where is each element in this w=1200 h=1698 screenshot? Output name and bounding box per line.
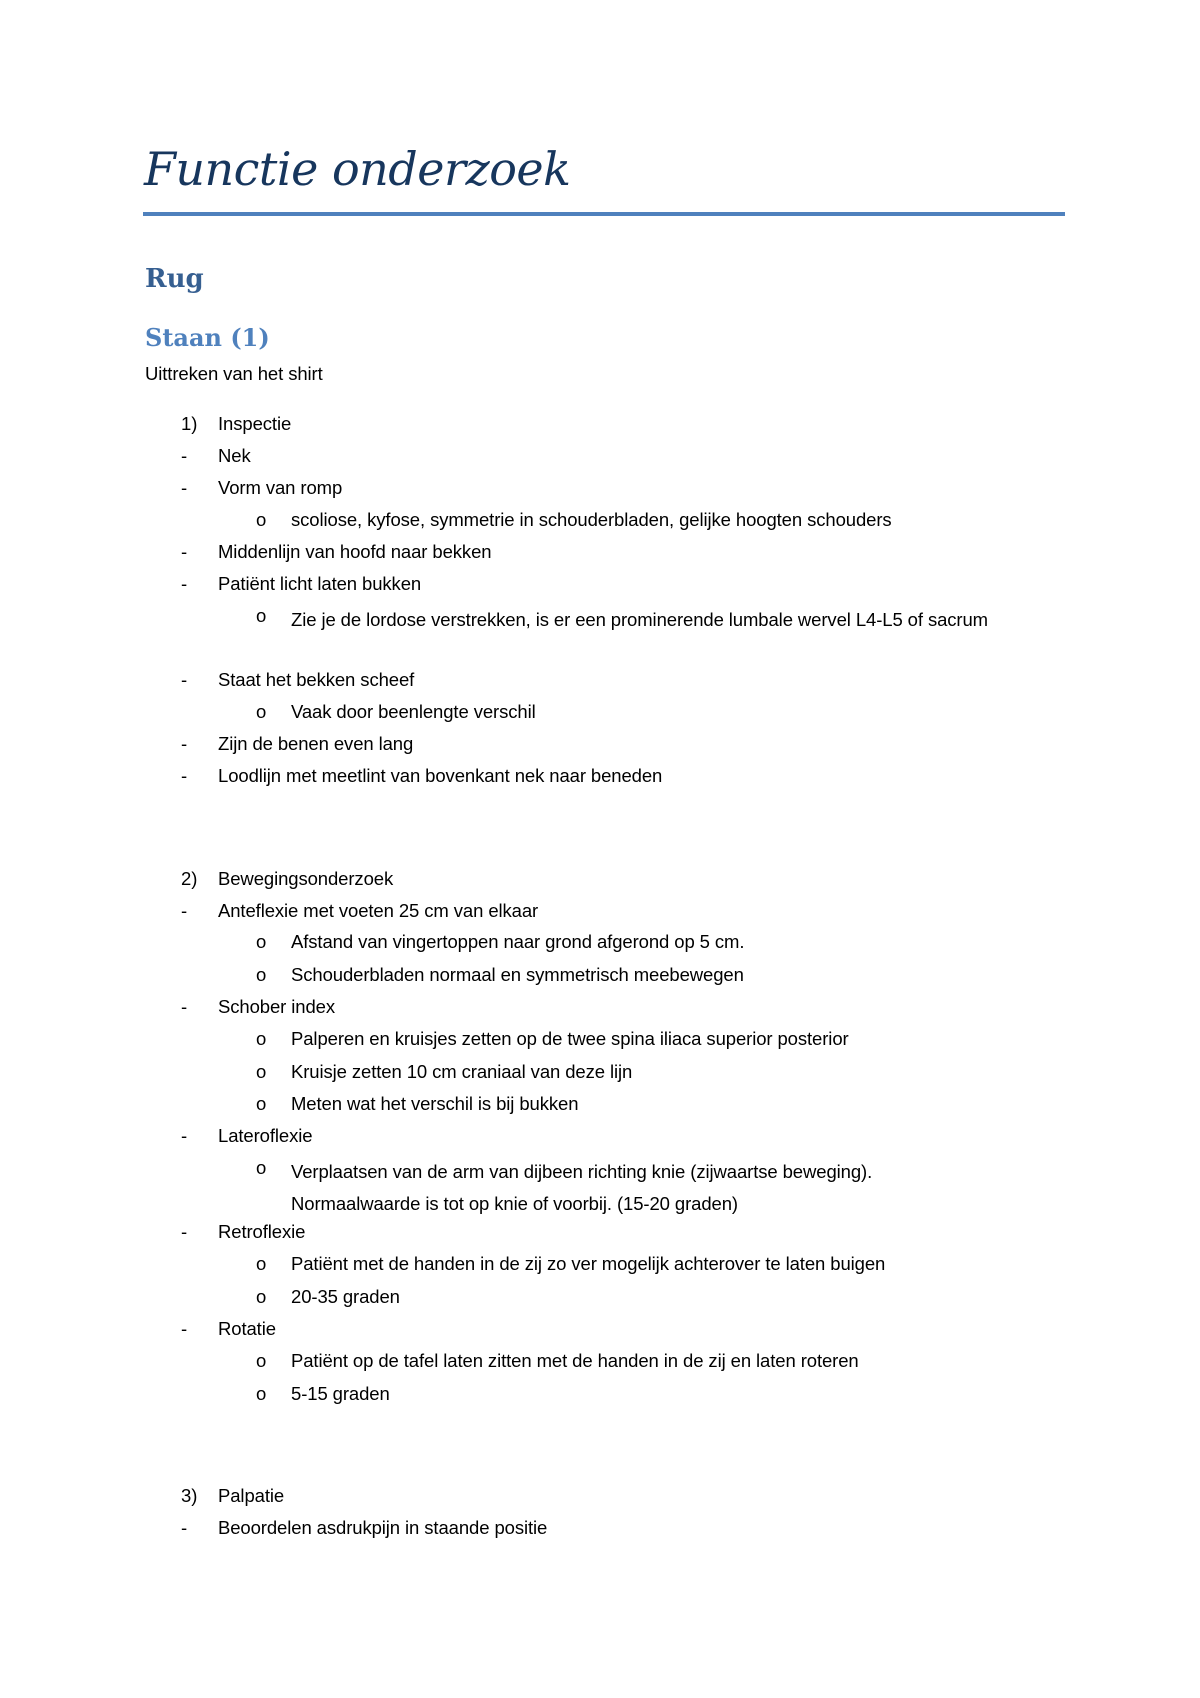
list-item: Patiënt licht laten bukken	[218, 573, 422, 594]
dash-bullet: -	[181, 900, 188, 921]
intro-text: Uittreken van het shirt	[145, 363, 323, 384]
dash-bullet: -	[181, 541, 188, 562]
list-item: Schober index	[218, 996, 335, 1017]
sub-list-item: Palperen en kruisjes zetten op de twee spina iliaca superior posterior	[291, 1028, 849, 1049]
sub-bullet: o	[256, 1061, 267, 1082]
list-item: Rotatie	[218, 1318, 276, 1339]
dash-bullet: -	[181, 669, 188, 690]
sub-bullet: o	[256, 509, 267, 530]
dash-bullet: -	[181, 445, 188, 466]
sub-bullet: o	[256, 701, 267, 722]
sub-list-item: Zie je de lordose verstrekken, is er een prominerende lumbale wervel L4-L5 of sacrum	[291, 609, 988, 630]
sub-bullet: o	[256, 964, 267, 985]
section-number: 1)	[181, 413, 198, 434]
sub-list-item: Patiënt op de tafel laten zitten met de handen in de zij en laten roteren	[291, 1350, 859, 1371]
list-item: Retroflexie	[218, 1221, 306, 1242]
sub-list-item: Kruisje zetten 10 cm craniaal van deze lijn	[291, 1061, 633, 1082]
list-item: Lateroflexie	[218, 1125, 313, 1146]
dash-bullet: -	[181, 1221, 188, 1242]
sub-bullet: o	[256, 1253, 267, 1274]
dash-bullet: -	[181, 765, 188, 786]
sub-list-item: Meten wat het verschil is bij bukken	[291, 1093, 579, 1114]
list-item: Zijn de benen even lang	[218, 733, 414, 754]
dash-bullet: -	[181, 1318, 188, 1339]
dash-bullet: -	[181, 573, 188, 594]
sub-bullet: o	[256, 1286, 267, 1307]
sub-bullet: o	[256, 931, 267, 952]
dash-bullet: -	[181, 996, 188, 1017]
list-item: Loodlijn met meetlint van bovenkant nek naar beneden	[218, 765, 663, 786]
section-number: 2)	[181, 868, 198, 889]
sub-list-item: 20-35 graden	[291, 1286, 400, 1307]
sub-list-item: 5-15 graden	[291, 1383, 390, 1404]
heading-rug: Rug	[145, 264, 204, 294]
dash-bullet: -	[181, 1517, 188, 1538]
list-item: Beoordelen asdrukpijn in staande positie	[218, 1517, 548, 1538]
sub-list-item: Verplaatsen van de arm van dijbeen richting knie (zijwaartse beweging). Normaalwaarde is tot op knie of voorbij. (15-20 graden)	[291, 1161, 873, 1214]
sub-list-item: Vaak door beenlengte verschil	[291, 701, 536, 722]
section-title: Bewegingsonderzoek	[218, 868, 394, 889]
section-number: 3)	[181, 1485, 198, 1506]
document-title: Functie onderzoek	[144, 142, 571, 196]
heading-staan: Staan (1)	[145, 323, 270, 352]
dash-bullet: -	[181, 1125, 188, 1146]
list-item: Vorm van romp	[218, 477, 343, 498]
list-item: Nek	[218, 445, 251, 466]
sub-list-item: scoliose, kyfose, symmetrie in schouderbladen, gelijke hoogten schouders	[291, 509, 892, 530]
title-underline	[143, 212, 1065, 216]
list-item: Middenlijn van hoofd naar bekken	[218, 541, 492, 562]
sub-list-item: Patiënt met de handen in de zij zo ver mogelijk achterover te laten buigen	[291, 1253, 886, 1274]
sub-list-item: Afstand van vingertoppen naar grond afgerond op 5 cm.	[291, 931, 745, 952]
sub-bullet: o	[256, 1028, 267, 1049]
sub-bullet: o	[256, 1350, 267, 1371]
list-item: Anteflexie met voeten 25 cm van elkaar	[218, 900, 539, 921]
section-title: Palpatie	[218, 1485, 285, 1506]
sub-bullet: o	[256, 1093, 267, 1114]
sub-bullet: o	[256, 1383, 267, 1404]
list-item: Staat het bekken scheef	[218, 669, 415, 690]
section-title: Inspectie	[218, 413, 292, 434]
dash-bullet: -	[181, 733, 188, 754]
dash-bullet: -	[181, 477, 188, 498]
sub-list-item: Schouderbladen normaal en symmetrisch meebewegen	[291, 964, 744, 985]
sub-bullet: o	[256, 1157, 267, 1178]
sub-bullet: o	[256, 605, 267, 626]
